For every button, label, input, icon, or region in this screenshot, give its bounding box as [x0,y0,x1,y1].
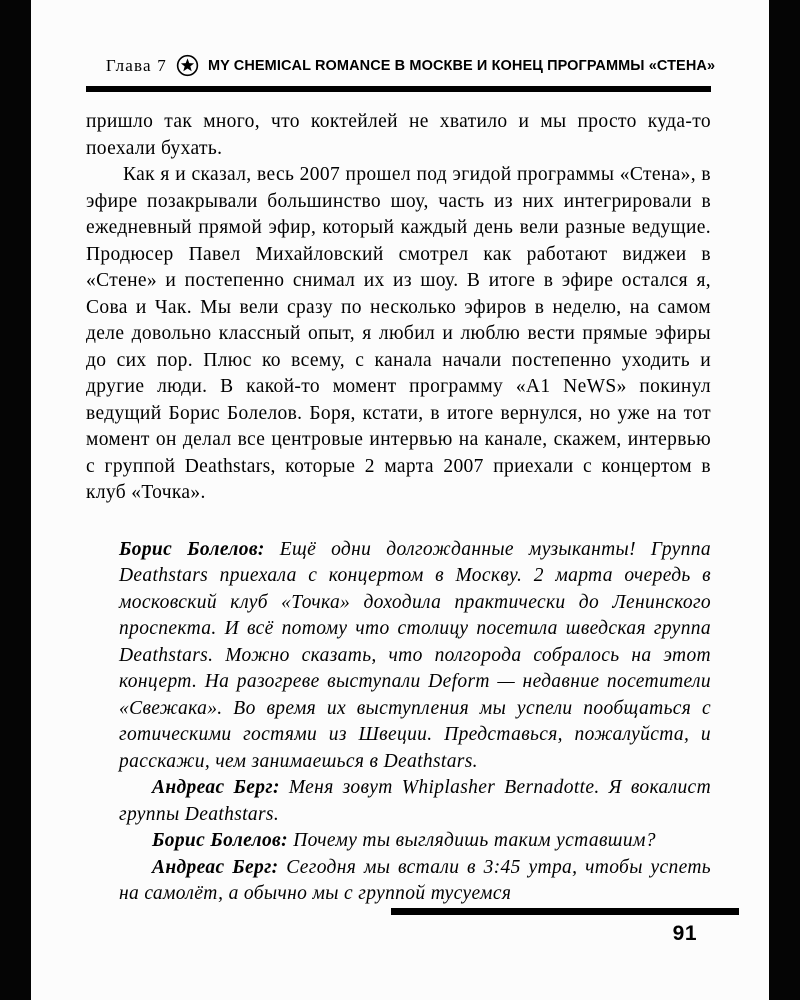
speech-text: Ещё одни долгожданные музыканты! Группа Deathstars приехала с концертом в Москву. 2 марта очередь в московский клуб «Точка» доходила практически до Ленинского проспекта. И всё потому что столицу посетила шведская группа Deathstars. Можно сказать, что полгорода собралось на этот концерт. На разогреве выступали Deform — недавние посетители «Свежака». Во время их выступления мы успели пообщаться с готическими гостями из Швеции. Представься, пожалуйста, и расскажи, чем занимаешься в Deathstars. [119,538,711,772]
speaker-name: Борис Болелов: [119,538,265,560]
page-header [86,54,716,77]
interview-paragraph [119,537,711,776]
interview-paragraph [119,775,711,828]
speech-text: Сегодня мы встали в 3:45 утра, чтобы успеть на самолёт, а обычно мы с группой тусуемся [119,856,712,904]
paragraph-continuation: пришло так много, что коктейлей не хватило и мы просто куда-то поехали бухать. [86,111,711,159]
header-title: MY CHEMICAL ROMANCE В МОСКВЕ И КОНЕЦ ПРОГРАММЫ «СТЕНА» [207,57,716,74]
speech-text: Меня зовут Whiplasher Bernadotte. Я вокалист группы Deathstars. [119,777,711,825]
paragraph: Как я и сказал, весь 2007 прошел под эгидой программы «Стена», в эфире позакрывали большинство шоу, часть из них интегрировали в ежедневный прямой эфир, который каждый день вели разные ведущие. Продюсер Павел Михайловский смотрел как работают виджеи в «Стене» и постепенно снимал их из шоу. В итоге в эфире остался я, Сова и Чак. Мы вели сразу по несколько эфиров в неделю, на самом деле довольно классный опыт, я любил и люблю вести прямые эфиры до сих пор. Плюс ко всему, с канала начали постепенно уходить и другие люди. В какой-то момент программу «А1 NeWS» покинул ведущий Борис Болелов. Боря, кстати, в итоге вернулся, но уже на тот момент он делал все центровые интервью на канале, скажем, интервью с группой Deathstars, которые 2 марта 2007 приехали с концертом в клуб «Точка». [86,164,711,503]
page-body [86,109,711,908]
interview-paragraph [119,828,711,855]
scan-border-right [769,0,800,1000]
page-number: 91 [672,922,697,945]
header-rule [86,86,711,92]
interview-paragraph [119,855,711,908]
chapter-label: Глава 7 [105,55,167,75]
interview-section [119,537,711,908]
speech-text: Почему ты выглядишь таким уставшим? [293,830,656,851]
book-page [31,0,769,1000]
footer-rule [391,908,739,915]
chapter-star-icon [176,54,199,77]
scan-border-left [0,0,31,1000]
speaker-name: Андреас Берг: [152,777,280,798]
speaker-name: Борис Болелов: [152,830,288,851]
speaker-name: Андреас Берг: [152,856,279,878]
